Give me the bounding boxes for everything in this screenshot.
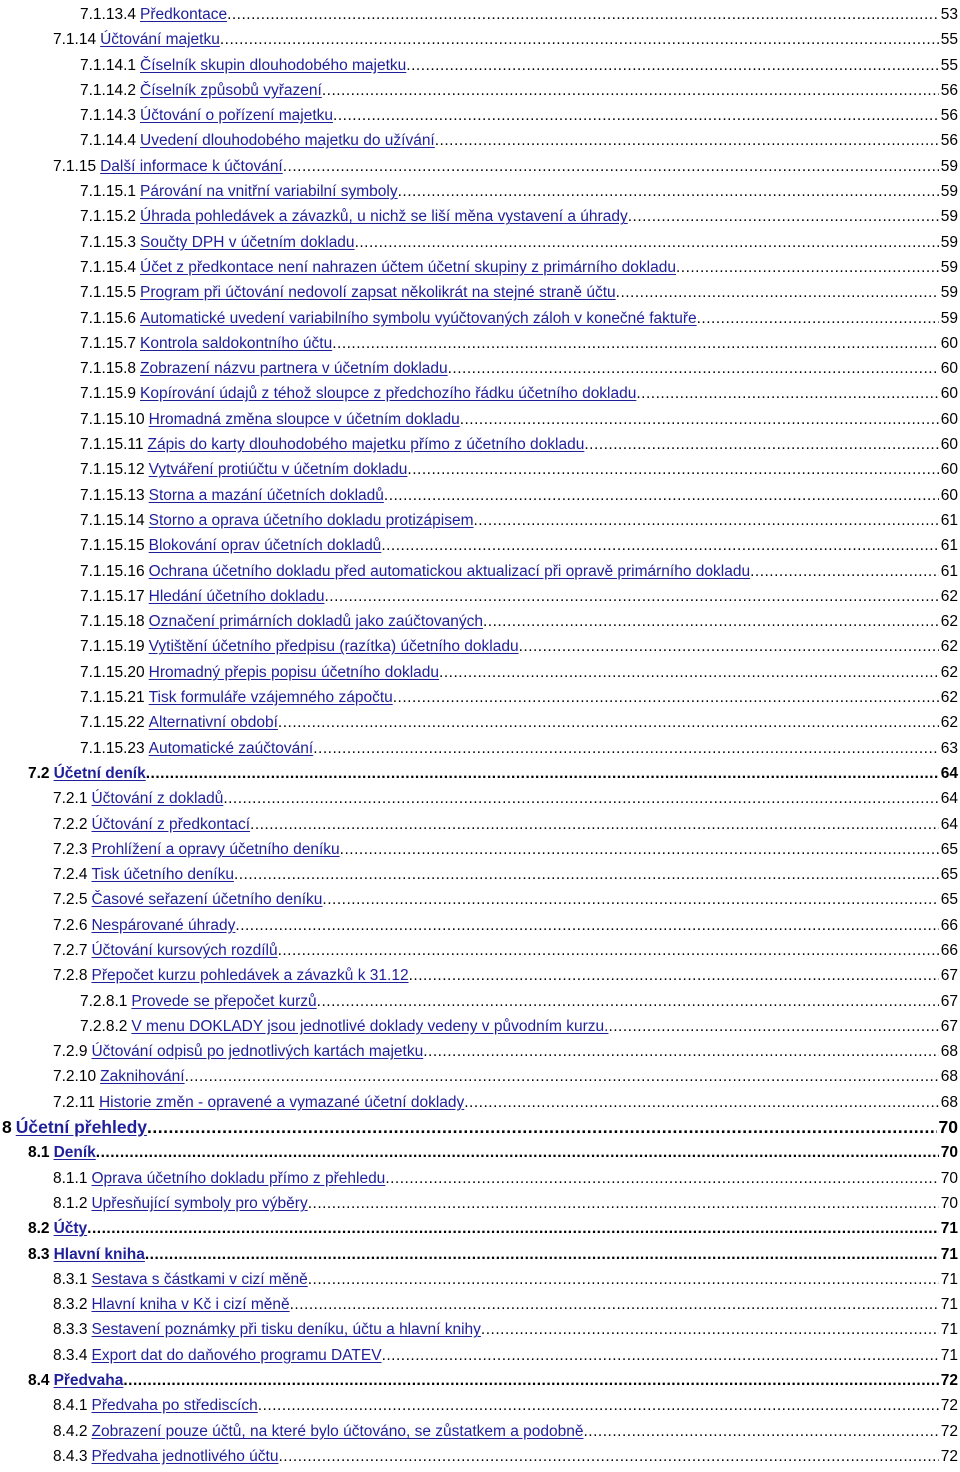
toc-entry-link[interactable]: Účtování z dokladů (91, 790, 224, 808)
toc-entry-link[interactable]: Storno a oprava účetního dokladu protizápisem (148, 511, 474, 529)
toc-dot-leader (423, 1039, 939, 1064)
toc-entry-number: 7.1.15.13 (80, 486, 145, 504)
toc-entry-page: 59 (940, 258, 958, 276)
toc-dot-leader (258, 1393, 939, 1418)
toc-entry-page: 68 (940, 1043, 958, 1061)
toc-dot-leader (220, 27, 939, 52)
toc-entry-page: 66 (940, 916, 958, 934)
toc-entry-number: 7.2.1 (53, 790, 88, 808)
toc-entry (0, 1115, 958, 1140)
toc-entry-link[interactable]: Uvedení dlouhodobého majetku do užívání (140, 132, 435, 150)
toc-dot-leader (322, 78, 939, 103)
toc-dot-leader (481, 1317, 939, 1342)
toc-dot-leader (308, 1191, 939, 1216)
toc-entry-link[interactable]: Číselník způsobů vyřazení (140, 81, 322, 99)
toc-entry-number: 8.3.3 (53, 1321, 88, 1339)
toc-entry (0, 1368, 958, 1393)
toc-dot-leader (460, 407, 939, 432)
toc-entry-link[interactable]: Účtování majetku (100, 31, 220, 49)
toc-entry (0, 913, 958, 938)
toc-entry-page: 62 (940, 714, 958, 732)
toc-entry-page: 56 (940, 107, 958, 125)
toc-entry-page: 64 (940, 815, 958, 833)
toc-entry-page: 55 (940, 56, 958, 74)
toc-dot-leader (393, 685, 939, 710)
toc-entry (0, 204, 958, 229)
toc-entry (0, 1444, 958, 1469)
toc-entry (0, 685, 958, 710)
toc-entry-page: 62 (940, 613, 958, 631)
toc-entry (0, 381, 958, 406)
toc-entry-page: 71 (940, 1245, 958, 1263)
toc-dot-leader (381, 533, 938, 558)
toc-entry-link[interactable]: Tisk formuláře vzájemného zápočtu (148, 689, 393, 707)
toc-entry-number: 7.1.15.16 (80, 562, 145, 580)
toc-entry (0, 1419, 958, 1444)
toc-entry-link[interactable]: Kopírování údajů z téhož sloupce z předchozího řádku účetního dokladu (140, 385, 637, 403)
toc-dot-leader (332, 331, 939, 356)
toc-entry-page: 62 (940, 689, 958, 707)
toc-entry (0, 710, 958, 735)
toc-entry-link[interactable]: Předvaha (53, 1372, 124, 1390)
toc-entry-link[interactable]: V menu DOKLADY jsou jednotlivé doklady vedeny v původním kurzu. (131, 1017, 609, 1035)
toc-dot-leader (340, 837, 939, 862)
toc-dot-leader (278, 938, 939, 963)
toc-entry-number: 8.4.2 (53, 1422, 88, 1440)
toc-entry-link[interactable]: Ochrana účetního dokladu před automatickou aktualizací při opravě primárního dokladu (148, 562, 751, 580)
toc-entry-page: 71 (940, 1296, 958, 1314)
toc-entry (0, 786, 958, 811)
toc-entry-link[interactable]: Zobrazení pouze účtů, na které bylo účtováno, se zůstatkem a podobně (91, 1422, 584, 1440)
toc-entry-link[interactable]: Automatické zaúčtování (148, 739, 314, 757)
toc-entry-number: 7.2.6 (53, 916, 88, 934)
toc-entry-number: 7.1.15.20 (80, 663, 145, 681)
toc-entry-number: 8.1 (28, 1144, 50, 1162)
toc-entry-link[interactable]: Oprava účetního dokladu přímo z přehledu (91, 1169, 386, 1187)
toc-entry-number: 7.2.7 (53, 941, 88, 959)
toc-entry (0, 407, 958, 432)
toc-entry (0, 230, 958, 255)
toc-entry-number: 7.2.5 (53, 891, 88, 909)
toc-entry-link[interactable]: Kontrola saldokontního účtu (140, 334, 333, 352)
toc-entry-link[interactable]: Zobrazení názvu partnera v účetním dokladu (140, 360, 448, 378)
toc-entry-page: 70 (940, 1194, 958, 1212)
toc-dot-leader (636, 381, 938, 406)
toc-entry-link[interactable]: Prohlížení a opravy účetního deníku (91, 840, 340, 858)
toc-entry-number: 8.3.4 (53, 1346, 88, 1364)
toc-entry (0, 862, 958, 887)
toc-entry-page: 60 (940, 486, 958, 504)
toc-dot-leader (223, 786, 938, 811)
toc-entry-link[interactable]: Párování na vnitřní variabilní symboly (140, 183, 398, 201)
toc-entry-number: 7.1.15.10 (80, 410, 145, 428)
toc-dot-leader (308, 1267, 939, 1292)
toc-entry-link[interactable]: Číselník skupin dlouhodobého majetku (140, 56, 407, 74)
toc-entry-number: 7.1.15.12 (80, 461, 145, 479)
toc-entry-page: 70 (940, 1169, 958, 1187)
toc-entry (0, 837, 958, 862)
toc-entry-number: 7.1.15.2 (80, 208, 137, 226)
toc-entry-page: 71 (940, 1270, 958, 1288)
toc-dot-leader (750, 559, 939, 584)
toc-entry-number: 7.1.13.4 (80, 6, 137, 23)
toc-entry-number: 8.4.3 (53, 1447, 88, 1465)
toc-entry-number: 7.1.15.11 (80, 436, 144, 454)
toc-dot-leader (382, 1343, 939, 1368)
toc-entry-number: 8.4 (28, 1372, 50, 1390)
toc-entry (0, 306, 958, 331)
toc-dot-leader (628, 204, 939, 229)
toc-dot-leader (519, 634, 939, 659)
toc-entry-page: 53 (940, 6, 958, 23)
toc-entry-link[interactable]: Předvaha jednotlivého účtu (91, 1447, 279, 1465)
toc-entry (0, 761, 958, 786)
toc-entry-page: 65 (940, 840, 958, 858)
toc-entry-number: 8.3.2 (53, 1296, 88, 1314)
toc-entry-number: 7.2.11 (53, 1093, 95, 1111)
toc-entry-link[interactable]: Alternativní období (148, 714, 278, 732)
toc-entry-link[interactable]: Hledání účetního dokladu (148, 587, 325, 605)
toc-entry (0, 1216, 958, 1241)
toc-entry (0, 78, 958, 103)
toc-entry-link[interactable]: Další informace k účtování (100, 157, 283, 175)
toc-entry (0, 559, 958, 584)
toc-entry-page: 67 (940, 967, 958, 985)
toc-dot-leader (146, 761, 939, 786)
toc-entry-page: 59 (940, 309, 958, 327)
toc-entry-link[interactable]: Program při účtování nedovolí zapsat několikrát na stejné straně účtu (140, 284, 616, 302)
toc-dot-leader (290, 1292, 939, 1317)
toc-entry (0, 483, 958, 508)
toc-dot-leader (409, 963, 939, 988)
toc-entry (0, 1014, 958, 1039)
toc-dot-leader (483, 609, 939, 634)
toc-entry-number: 8 (2, 1117, 12, 1138)
toc-dot-leader (147, 1115, 937, 1140)
toc-dot-leader (278, 1444, 938, 1469)
toc-entry-number: 7.1.15.15 (80, 537, 145, 555)
toc-entry-link[interactable]: Účetní deník (53, 764, 146, 782)
toc-entry (0, 660, 958, 685)
toc-entry-link[interactable]: Automatické uvedení variabilního symbolu vyúčtovaných záloh v konečné faktuře (140, 309, 697, 327)
toc-dot-leader (406, 53, 938, 78)
toc-entry (0, 1090, 958, 1115)
toc-entry-page: 60 (940, 334, 958, 352)
toc-entry-page: 71 (940, 1220, 958, 1238)
toc-entry (0, 1267, 958, 1292)
toc-dot-leader (313, 736, 939, 761)
toc-entry-link[interactable]: Zaknihování (100, 1068, 185, 1086)
toc-entry-number: 8.1.1 (53, 1169, 88, 1187)
toc-entry-link[interactable]: Hlavní kniha v Kč i cizí měně (91, 1296, 290, 1314)
toc-entry (0, 2, 958, 27)
toc-dot-leader (474, 508, 939, 533)
toc-entry-link[interactable]: Storna a mazání účetních dokladů (148, 486, 384, 504)
toc-dot-leader (384, 483, 939, 508)
toc-entry-number: 7.1.15.22 (80, 714, 145, 732)
toc-entry-page: 60 (940, 410, 958, 428)
toc-entry-page: 72 (940, 1397, 958, 1415)
toc-entry-page: 66 (940, 941, 958, 959)
toc-entry-link[interactable]: Hromadný přepis popisu účetního dokladu (148, 663, 440, 681)
toc-entry-number: 7.1.15.7 (80, 334, 137, 352)
toc-entry-link[interactable]: Účtování kursových rozdílů (91, 941, 278, 959)
toc-entry-number: 7.2.8.2 (80, 1017, 128, 1035)
toc-entry-page: 71 (940, 1346, 958, 1364)
toc-dot-leader (227, 2, 939, 27)
toc-entry-page: 61 (940, 562, 958, 580)
toc-entry (0, 1242, 958, 1267)
toc-entry-link[interactable]: Zápis do karty dlouhodobého majetku přímo z účetního dokladu (147, 436, 585, 454)
toc-entry (0, 255, 958, 280)
toc-entry-number: 8.2 (28, 1220, 50, 1238)
toc-entry-number: 7.1.15.17 (80, 587, 145, 605)
toc-entry-number: 7.1.14 (53, 31, 97, 49)
toc-entry-page: 60 (940, 461, 958, 479)
toc-entry-page: 67 (940, 992, 958, 1010)
toc-entry-page: 65 (940, 891, 958, 909)
toc-entry (0, 1292, 958, 1317)
toc-entry-page: 68 (940, 1068, 958, 1086)
toc-entry-number: 7.1.15.23 (80, 739, 145, 757)
toc-dot-leader (435, 128, 939, 153)
toc-entry-number: 7.2 (28, 764, 50, 782)
toc-entry-page: 70 (940, 1144, 958, 1162)
toc-entry-number: 8.3 (28, 1245, 50, 1263)
toc-entry-number: 7.1.14.3 (80, 107, 137, 125)
toc-entry-link[interactable]: Předkontace (140, 6, 228, 23)
toc-entry-page: 72 (940, 1447, 958, 1465)
toc-dot-leader (145, 1242, 939, 1267)
toc-entry-page: 72 (940, 1422, 958, 1440)
toc-entry-number: 7.1.15.9 (80, 385, 137, 403)
toc-entry-page: 62 (940, 663, 958, 681)
toc-dot-leader (278, 710, 939, 735)
toc-entry-link[interactable]: Časové seřazení účetního deníku (91, 891, 323, 909)
toc-dot-leader (324, 584, 938, 609)
toc-entry-page: 71 (940, 1321, 958, 1339)
toc-entry (0, 179, 958, 204)
toc-entry (0, 1191, 958, 1216)
toc-entry (0, 989, 958, 1014)
toc-entry-number: 7.1.15.8 (80, 360, 137, 378)
toc-entry (0, 609, 958, 634)
toc-entry-number: 7.1.14.1 (80, 56, 137, 74)
toc-dot-leader (448, 356, 939, 381)
toc-entry-page: 68 (940, 1093, 958, 1111)
toc-entry (0, 103, 958, 128)
toc-entry-page: 65 (940, 866, 958, 884)
toc-entry (0, 1039, 958, 1064)
toc-dot-leader (385, 1166, 938, 1191)
toc-entry-number: 7.1.15.1 (80, 183, 137, 201)
toc-entry (0, 938, 958, 963)
toc-entry-number: 7.1.15.19 (80, 638, 145, 656)
toc-entry-number: 7.2.4 (53, 866, 88, 884)
toc-entry-page: 59 (940, 157, 958, 175)
toc-entry-page: 56 (940, 81, 958, 99)
toc-dot-leader (235, 913, 938, 938)
toc-dot-leader (317, 989, 939, 1014)
toc-entry-link[interactable]: Provede se přepočet kurzů (131, 992, 317, 1010)
toc-entry-number: 7.1.15.21 (80, 689, 145, 707)
toc-entry (0, 533, 958, 558)
toc-dot-leader (398, 179, 939, 204)
toc-entry-link[interactable]: Hromadná změna sloupce v účetním dokladu (148, 410, 460, 428)
toc-entry (0, 53, 958, 78)
toc-entry-page: 64 (940, 764, 958, 782)
toc-dot-leader (584, 432, 938, 457)
toc-dot-leader (616, 280, 939, 305)
toc-entry (0, 27, 958, 52)
toc-entry-link[interactable]: Předvaha po střediscích (91, 1397, 258, 1415)
toc-entry-page: 60 (940, 436, 958, 454)
toc-entry (0, 508, 958, 533)
toc-entry-page: 72 (940, 1372, 958, 1390)
toc-entry (0, 154, 958, 179)
toc-entry-number: 7.2.8.1 (80, 992, 128, 1010)
toc-dot-leader (333, 103, 939, 128)
toc-entry-link[interactable]: Přepočet kurzu pohledávek a závazků k 31.12 (91, 967, 409, 985)
toc-entry (0, 1140, 958, 1165)
toc-entry (0, 584, 958, 609)
toc-entry (0, 1317, 958, 1342)
table-of-contents (0, 2, 958, 1469)
toc-entry (0, 634, 958, 659)
toc-dot-leader (123, 1368, 938, 1393)
toc-dot-leader (355, 230, 939, 255)
toc-entry-number: 7.2.2 (53, 815, 88, 833)
toc-entry-link[interactable]: Tisk účetního deníku (91, 866, 234, 884)
toc-entry-link[interactable]: Účet z předkontace není nahrazen účtem účetní skupiny z primárního dokladu (140, 258, 676, 276)
toc-entry-page: 59 (940, 208, 958, 226)
toc-entry-page: 60 (940, 360, 958, 378)
toc-entry-link[interactable]: Úhrada pohledávek a závazků, u nichž se liší měna vystavení a úhrady (140, 208, 628, 226)
toc-entry-link[interactable]: Blokování oprav účetních dokladů (148, 537, 382, 555)
toc-dot-leader (87, 1216, 939, 1241)
toc-dot-leader (96, 1140, 939, 1165)
toc-entry-number: 8.3.1 (53, 1270, 88, 1288)
toc-entry-number: 7.1.15.14 (80, 511, 145, 529)
toc-entry-link[interactable]: Hlavní kniha (53, 1245, 145, 1263)
toc-entry-number: 7.1.15.5 (80, 284, 137, 302)
toc-dot-leader (464, 1090, 939, 1115)
toc-entry-link[interactable]: Sestavení poznámky při tisku deníku, účtu a hlavní knihy (91, 1321, 481, 1339)
toc-entry-page: 63 (940, 739, 958, 757)
toc-entry-page: 59 (940, 284, 958, 302)
toc-entry-link[interactable]: Sestava s částkami v cizí měně (91, 1270, 308, 1288)
toc-entry (0, 432, 958, 457)
toc-dot-leader (250, 812, 939, 837)
toc-entry (0, 963, 958, 988)
toc-dot-leader (584, 1419, 939, 1444)
toc-dot-leader (697, 306, 939, 331)
toc-entry-page: 62 (940, 587, 958, 605)
toc-entry-page: 61 (940, 537, 958, 555)
toc-entry-number: 7.1.15.18 (80, 613, 145, 631)
toc-entry-link[interactable]: Označení primárních dokladů jako zaúčtovaných (148, 613, 483, 631)
toc-entry-number: 7.2.10 (53, 1068, 97, 1086)
toc-dot-leader (608, 1014, 938, 1039)
toc-dot-leader (676, 255, 939, 280)
toc-entry-number: 7.1.14.4 (80, 132, 137, 150)
toc-entry-link[interactable]: Účetní přehledy (15, 1117, 148, 1138)
toc-entry-link[interactable]: Součty DPH v účetním dokladu (140, 233, 355, 251)
toc-entry (0, 1393, 958, 1418)
toc-dot-leader (185, 1064, 939, 1089)
toc-entry-number: 7.1.14.2 (80, 81, 137, 99)
toc-entry-number: 7.1.15.6 (80, 309, 137, 327)
toc-entry-link[interactable]: Nespárované úhrady (91, 916, 236, 934)
toc-entry-page: 56 (940, 132, 958, 150)
toc-entry-page: 59 (940, 183, 958, 201)
toc-dot-leader (283, 154, 939, 179)
toc-entry-page: 55 (940, 31, 958, 49)
toc-entry-link[interactable]: Účtování odpisů po jednotlivých kartách majetku (91, 1043, 424, 1061)
toc-dot-leader (407, 457, 938, 482)
toc-entry (0, 887, 958, 912)
toc-entry-link[interactable]: Deník (53, 1144, 96, 1162)
toc-entry (0, 128, 958, 153)
toc-entry-number: 8.4.1 (53, 1397, 88, 1415)
toc-entry (0, 356, 958, 381)
toc-entry-number: 7.2.9 (53, 1043, 88, 1061)
toc-entry-page: 62 (940, 638, 958, 656)
toc-entry-number: 7.1.15.3 (80, 233, 137, 251)
toc-entry-number: 7.2.8 (53, 967, 88, 985)
toc-entry-page: 61 (940, 511, 958, 529)
toc-dot-leader (322, 887, 938, 912)
toc-dot-leader (439, 660, 939, 685)
toc-entry-link[interactable]: Vytváření protiúčtu v účetním dokladu (148, 461, 408, 479)
toc-entry-link[interactable]: Upřesňující symboly pro výběry (91, 1194, 308, 1212)
toc-entry (0, 457, 958, 482)
toc-entry-page: 60 (940, 385, 958, 403)
toc-entry (0, 736, 958, 761)
toc-entry-number: 8.1.2 (53, 1194, 88, 1212)
toc-entry-number: 7.2.3 (53, 840, 88, 858)
toc-entry-link[interactable]: Vytištění účetního předpisu (razítka) účetního dokladu (148, 638, 519, 656)
toc-entry-number: 7.1.15 (53, 157, 97, 175)
toc-entry (0, 1166, 958, 1191)
toc-dot-leader (234, 862, 939, 887)
toc-entry-page: 67 (940, 1017, 958, 1035)
toc-entry (0, 1343, 958, 1368)
toc-entry-page: 64 (940, 790, 958, 808)
toc-entry (0, 812, 958, 837)
toc-entry (0, 1064, 958, 1089)
toc-entry-link[interactable]: Historie změn - opravené a vymazané účetní doklady (98, 1093, 465, 1111)
toc-entry (0, 331, 958, 356)
toc-entry-page: 70 (938, 1117, 958, 1138)
toc-entry-page: 59 (940, 233, 958, 251)
toc-entry-link[interactable]: Účtování z předkontací (91, 815, 251, 833)
toc-entry-link[interactable]: Účtování o pořízení majetku (140, 107, 334, 125)
toc-entry (0, 280, 958, 305)
toc-entry-link[interactable]: Export dat do daňového programu DATEV (91, 1346, 382, 1364)
toc-entry-number: 7.1.15.4 (80, 258, 137, 276)
toc-entry-link[interactable]: Účty (53, 1220, 88, 1238)
